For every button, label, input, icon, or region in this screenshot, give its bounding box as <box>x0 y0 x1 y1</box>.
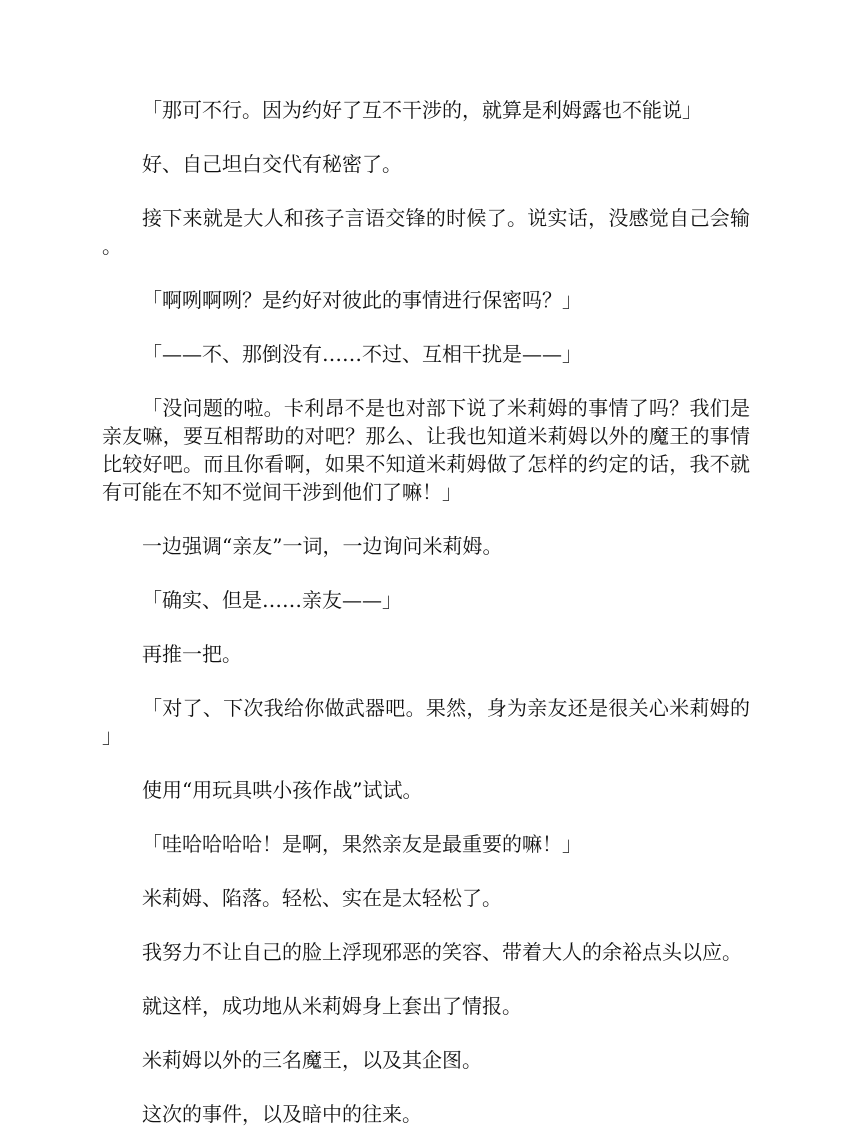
paragraph-5: 「——不、那倒没有……不过、互相干扰是——」 <box>142 342 582 366</box>
paragraph-16: 米莉姆以外的三名魔王，以及其企图。 <box>142 1048 482 1072</box>
paragraph-11: 使用“用玩具哄小孩作战”试试。 <box>142 778 423 802</box>
paragraph-13: 米莉姆、陷落。轻松、实在是太轻松了。 <box>142 886 502 910</box>
paragraph-9: 再推一把。 <box>142 642 242 666</box>
paragraph-10: 「对了、下次我给你做武器吧。果然，身为亲友还是很关心米莉姆的」 <box>102 696 750 748</box>
paragraph-14: 我努力不让自己的脸上浮现邪恶的笑容、带着大人的余裕点头以应。 <box>142 940 742 964</box>
paragraph-1: 「那可不行。因为约好了互不干涉的，就算是利姆露也不能说」 <box>142 98 702 122</box>
paragraph-17: 这次的事件，以及暗中的往来。 <box>142 1102 422 1126</box>
document-body <box>102 96 750 1128</box>
paragraph-12: 「哇哈哈哈哈！是啊，果然亲友是最重要的嘛！」 <box>142 832 582 856</box>
paragraph-7: 一边强调“亲友”一词，一边询问米莉姆。 <box>142 534 503 558</box>
paragraph-6: 「没问题的啦。卡利昂不是也对部下说了米莉姆的事情了吗？我们是亲友嘛，要互相帮助的对吧？那么、让我也知道米莉姆以外的魔王的事情比较好吧。而且你看啊，如果不知道米莉姆做了怎样的约定的话，我不就有可能在不知不觉间干涉到他们了嘛！」 <box>102 396 750 504</box>
paragraph-15: 就这样，成功地从米莉姆身上套出了情报。 <box>142 994 522 1018</box>
paragraph-8: 「确实、但是……亲友——」 <box>142 588 402 612</box>
paragraph-2: 好、自己坦白交代有秘密了。 <box>142 152 402 176</box>
paragraph-3: 接下来就是大人和孩子言语交锋的时候了。说实话，没感觉自己会输。 <box>102 206 750 258</box>
paragraph-4: 「啊咧啊咧？是约好对彼此的事情进行保密吗？」 <box>142 288 582 312</box>
